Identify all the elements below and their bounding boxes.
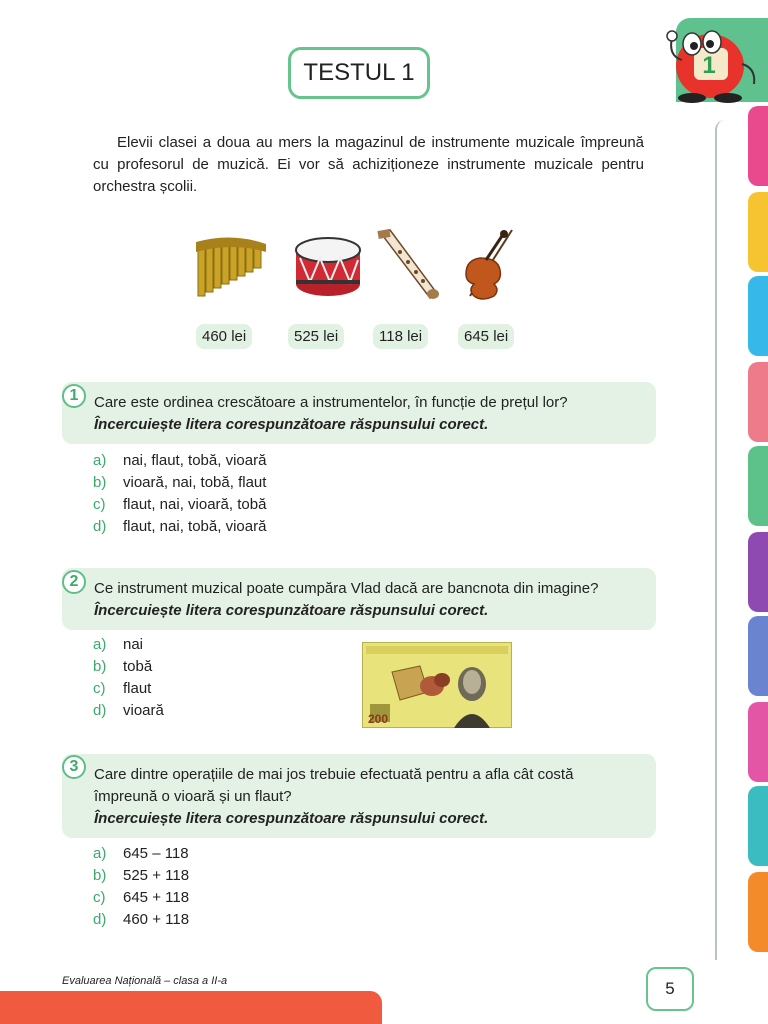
question-1-instruction: Încercuiește litera corespunzătoare răspunsului corect. [94,416,489,433]
question-3-text: Care dintre operațiile de mai jos trebuie efectuată pentru a afla cât costă [94,766,574,783]
option-text: vioară [123,702,164,719]
option-text: nai, flaut, tobă, vioară [123,452,267,469]
page-number: 5 [646,967,694,1011]
question-1-option-c[interactable] [93,494,266,516]
section-tab-purple[interactable] [748,532,768,612]
option-letter: d) [93,911,107,928]
question-1-text: Care este ordinea crescătoare a instrumentelor, în funcție de prețul lor? [94,394,568,411]
option-letter: b) [93,474,107,491]
question-2-number: 2 [62,570,86,594]
question-1-number: 1 [62,384,86,408]
pan-flute-icon [192,228,272,302]
option-text: 645 – 118 [123,845,189,862]
option-letter: a) [93,452,107,469]
question-1-option-b[interactable] [93,472,266,494]
question-2-option-d[interactable] [93,700,164,722]
option-text: 525 + 118 [123,867,190,884]
question-3-instruction: Încercuiește litera corespunzătoare răspunsului corect. [94,810,489,827]
price-label-recorder: 118 lei [373,324,428,349]
section-tab-blue[interactable] [748,276,768,356]
price-label-drum: 525 lei [288,324,344,349]
question-3-option-b[interactable] [93,865,189,887]
violin-icon [450,228,530,302]
option-text: 460 + 118 [123,911,190,928]
question-2-option-c[interactable] [93,678,151,700]
option-text: 645 + 118 [123,889,190,906]
question-3-option-c[interactable] [93,887,189,909]
question-2-option-b[interactable] [93,656,152,678]
section-tab-teal[interactable] [748,786,768,866]
option-letter: d) [93,702,107,719]
option-letter: c) [93,496,106,513]
question-1-option-d[interactable] [93,516,266,538]
footer-text: Evaluarea Națională – clasa a II-a [62,975,228,987]
section-tab-pink[interactable] [748,106,768,186]
option-text: nai [123,636,144,653]
question-3-option-d[interactable] [93,909,189,931]
price-label-pan-flute: 460 lei [196,324,252,349]
section-tab-orange[interactable] [748,872,768,952]
question-3-option-a[interactable] [93,843,189,865]
option-text: vioară, nai, tobă, flaut [123,474,267,491]
option-text: flaut [123,680,152,697]
intro-text: Elevii clasei a doua au mers la magazinul de instrumente muzicale împreună cu profesorul de muzică. Ei vor să achiziționeze instrumente muzicale pentru orchestra școlii. [93,134,644,195]
test-number-badge: 1 [702,52,716,79]
price-label-violin: 645 lei [458,324,514,349]
drum-icon [288,228,368,302]
option-letter: b) [93,658,107,675]
option-letter: d) [93,518,107,535]
question-1-box [62,382,656,444]
question-3-text-line2: împreună o vioară și un flaut? [94,788,292,805]
option-letter: b) [93,867,107,884]
section-tab-yellow[interactable] [748,192,768,272]
section-tab-indigo[interactable] [748,616,768,696]
question-1-option-a[interactable] [93,450,266,472]
option-letter: a) [93,845,107,862]
question-2-box [62,568,656,630]
option-text: flaut, nai, tobă, vioară [123,518,267,535]
option-text: tobă [123,658,153,675]
section-tab-coral[interactable] [748,362,768,442]
question-2-option-a[interactable] [93,634,143,656]
section-tab-green[interactable] [748,446,768,526]
banknote-image [362,642,512,728]
option-letter: a) [93,636,107,653]
option-letter: c) [93,680,106,697]
recorder-flute-icon [370,228,450,302]
option-letter: c) [93,889,106,906]
footer-bar [0,991,382,1024]
side-border-line [715,120,733,960]
question-2-instruction: Încercuiește litera corespunzătoare răspunsului corect. [94,602,489,619]
page-title: TESTUL 1 [288,47,430,99]
section-tab-magenta[interactable] [748,702,768,782]
question-2-text: Ce instrument muzical poate cumpăra Vlad dacă are bancnota din imagine? [94,580,599,597]
question-3-box [62,754,656,838]
option-text: flaut, nai, vioară, tobă [123,496,267,513]
question-3-number: 3 [62,755,86,779]
banknote-value: 200 [368,712,389,726]
